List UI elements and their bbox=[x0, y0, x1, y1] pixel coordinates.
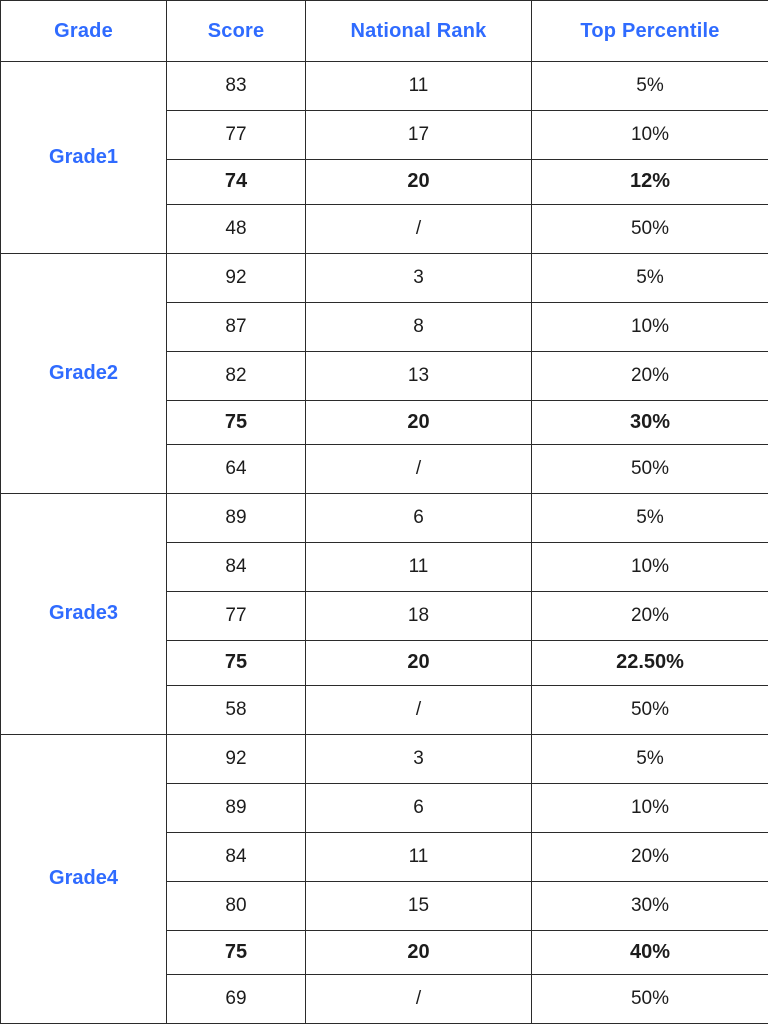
national-rank-cell: 3 bbox=[306, 253, 532, 302]
top-percentile-cell: 50% bbox=[532, 445, 768, 494]
top-percentile-cell: 20% bbox=[532, 592, 768, 641]
score-cell: 77 bbox=[167, 592, 306, 641]
score-cell: 83 bbox=[167, 62, 306, 111]
national-rank-cell: 6 bbox=[306, 494, 532, 543]
score-cell: 74 bbox=[167, 160, 306, 205]
score-cell: 84 bbox=[167, 832, 306, 881]
national-rank-cell: 15 bbox=[306, 881, 532, 930]
national-rank-cell: / bbox=[306, 445, 532, 494]
national-rank-cell: 20 bbox=[306, 641, 532, 686]
score-cell: 82 bbox=[167, 351, 306, 400]
grade-group-label: Grade2 bbox=[1, 253, 167, 494]
score-cell: 64 bbox=[167, 445, 306, 494]
score-cell: 58 bbox=[167, 685, 306, 734]
table-row bbox=[1, 734, 768, 783]
national-rank-cell: 11 bbox=[306, 543, 532, 592]
national-rank-cell: 18 bbox=[306, 592, 532, 641]
top-percentile-cell: 5% bbox=[532, 494, 768, 543]
top-percentile-cell: 50% bbox=[532, 685, 768, 734]
national-rank-cell: / bbox=[306, 975, 532, 1024]
score-cell: 89 bbox=[167, 783, 306, 832]
top-percentile-cell: 5% bbox=[532, 734, 768, 783]
column-header-grade: Grade bbox=[1, 1, 167, 62]
score-cell: 69 bbox=[167, 975, 306, 1024]
score-cell: 75 bbox=[167, 400, 306, 445]
column-header-national-rank: National Rank bbox=[306, 1, 532, 62]
top-percentile-cell: 10% bbox=[532, 543, 768, 592]
score-cell: 48 bbox=[167, 204, 306, 253]
table-row bbox=[1, 494, 768, 543]
score-cell: 75 bbox=[167, 641, 306, 686]
score-cell: 75 bbox=[167, 930, 306, 975]
top-percentile-cell: 10% bbox=[532, 783, 768, 832]
score-cell: 89 bbox=[167, 494, 306, 543]
table-row bbox=[1, 62, 768, 111]
national-rank-cell: 6 bbox=[306, 783, 532, 832]
column-header-score: Score bbox=[167, 1, 306, 62]
top-percentile-cell: 22.50% bbox=[532, 641, 768, 686]
national-rank-cell: 17 bbox=[306, 111, 532, 160]
national-rank-cell: 20 bbox=[306, 400, 532, 445]
grade-group-label: Grade4 bbox=[1, 734, 167, 1024]
score-cell: 84 bbox=[167, 543, 306, 592]
top-percentile-cell: 30% bbox=[532, 881, 768, 930]
top-percentile-cell: 50% bbox=[532, 204, 768, 253]
national-rank-cell: 20 bbox=[306, 160, 532, 205]
top-percentile-cell: 20% bbox=[532, 351, 768, 400]
score-cell: 80 bbox=[167, 881, 306, 930]
top-percentile-cell: 40% bbox=[532, 930, 768, 975]
column-header-top-percentile: Top Percentile bbox=[532, 1, 768, 62]
table-row bbox=[1, 253, 768, 302]
national-rank-cell: 8 bbox=[306, 302, 532, 351]
score-cell: 87 bbox=[167, 302, 306, 351]
top-percentile-cell: 30% bbox=[532, 400, 768, 445]
score-cell: 77 bbox=[167, 111, 306, 160]
score-cell: 92 bbox=[167, 253, 306, 302]
top-percentile-cell: 10% bbox=[532, 111, 768, 160]
top-percentile-cell: 12% bbox=[532, 160, 768, 205]
national-rank-cell: / bbox=[306, 204, 532, 253]
national-rank-cell: / bbox=[306, 685, 532, 734]
top-percentile-cell: 5% bbox=[532, 253, 768, 302]
top-percentile-cell: 50% bbox=[532, 975, 768, 1024]
table-header-row bbox=[1, 1, 768, 62]
score-cell: 92 bbox=[167, 734, 306, 783]
grade-group-label: Grade3 bbox=[1, 494, 167, 735]
table-body bbox=[1, 62, 768, 1024]
national-rank-cell: 13 bbox=[306, 351, 532, 400]
national-rank-cell: 3 bbox=[306, 734, 532, 783]
grade-group-label: Grade1 bbox=[1, 62, 167, 254]
national-rank-cell: 20 bbox=[306, 930, 532, 975]
top-percentile-cell: 5% bbox=[532, 62, 768, 111]
national-rank-cell: 11 bbox=[306, 832, 532, 881]
table-header bbox=[1, 1, 768, 62]
top-percentile-cell: 10% bbox=[532, 302, 768, 351]
top-percentile-cell: 20% bbox=[532, 832, 768, 881]
national-rank-cell: 11 bbox=[306, 62, 532, 111]
